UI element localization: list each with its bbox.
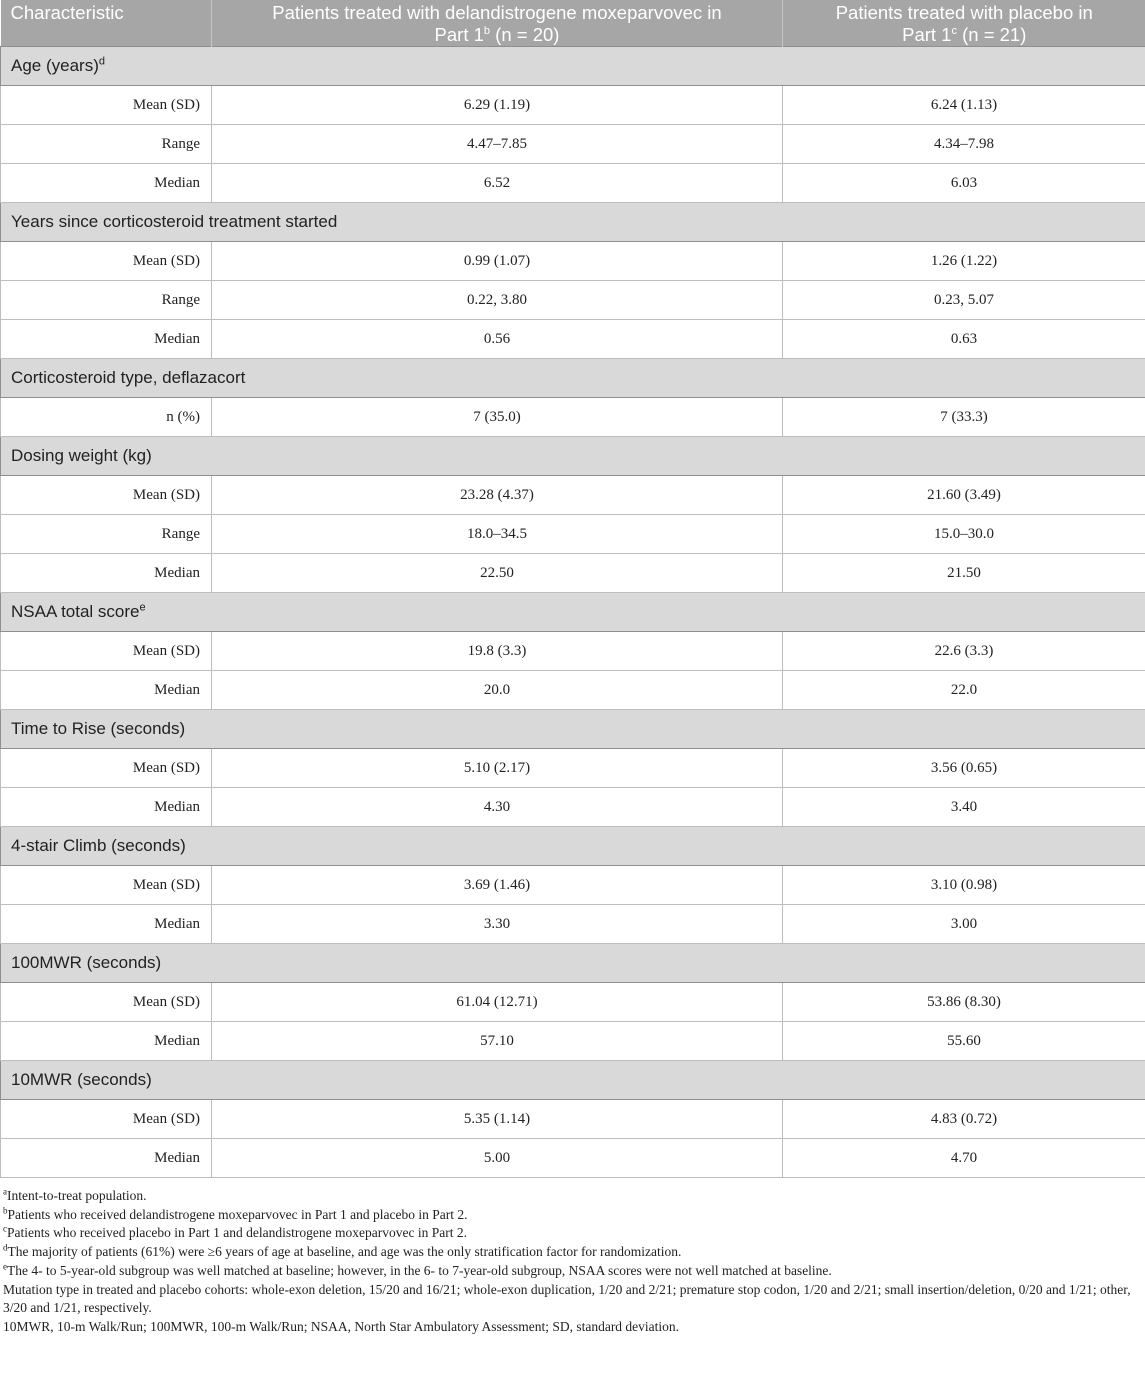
table-row [1, 242, 1145, 281]
placebo-value: 4.83 (0.72) [783, 1100, 1145, 1139]
row-label: Range [1, 515, 212, 554]
placebo-value: 22.6 (3.3) [783, 632, 1145, 671]
placebo-value: 3.40 [783, 788, 1145, 827]
section-title [1, 203, 1145, 242]
footnote-marker: c [3, 1223, 7, 1234]
footnote-text: Intent-to-treat population. [7, 1188, 147, 1203]
row-label: Mean (SD) [1, 749, 212, 788]
table-row [1, 671, 1145, 710]
table-row [1, 1139, 1145, 1178]
table-row [1, 1100, 1145, 1139]
placebo-value: 0.23, 5.07 [783, 281, 1145, 320]
header-characteristic [1, 0, 212, 47]
placebo-value: 6.03 [783, 164, 1145, 203]
section-title-text: 10MWR (seconds) [11, 1070, 152, 1089]
section-header-row [1, 359, 1145, 398]
placebo-value: 53.86 (8.30) [783, 983, 1145, 1022]
placebo-value: 6.24 (1.13) [783, 86, 1145, 125]
footnote [3, 1224, 1141, 1243]
header-placebo-n: (n = 21) [956, 24, 1027, 45]
table-row [1, 164, 1145, 203]
header-treated-sup: b [483, 24, 491, 37]
treated-value: 23.28 (4.37) [212, 476, 783, 515]
table-row [1, 749, 1145, 788]
row-label: Range [1, 125, 212, 164]
footnote [3, 1206, 1141, 1225]
header-placebo-line1: Patients treated with placebo in [835, 2, 1093, 23]
row-label: n (%) [1, 398, 212, 437]
placebo-value: 4.34–7.98 [783, 125, 1145, 164]
footnote [3, 1318, 1141, 1337]
section-title-text: 100MWR (seconds) [11, 953, 162, 972]
placebo-value: 7 (33.3) [783, 398, 1145, 437]
table-header-row [1, 0, 1145, 47]
footnote-marker: b [3, 1205, 8, 1216]
footnote [3, 1281, 1141, 1318]
table-row [1, 86, 1145, 125]
footnote [3, 1262, 1141, 1281]
table-row [1, 905, 1145, 944]
section-title-text: Time to Rise (seconds) [11, 719, 186, 738]
placebo-value: 15.0–30.0 [783, 515, 1145, 554]
row-label: Mean (SD) [1, 632, 212, 671]
section-header-row [1, 1061, 1145, 1100]
footnote-text: The 4- to 5-year-old subgroup was well matched at baseline; however, in the 6- to 7-year-old subgroup, NSAA scores were not well matched at baseline. [7, 1262, 832, 1278]
section-header-row [1, 593, 1145, 632]
footnote [3, 1243, 1141, 1262]
row-label: Mean (SD) [1, 86, 212, 125]
treated-value: 22.50 [212, 554, 783, 593]
placebo-value: 3.00 [783, 905, 1145, 944]
placebo-value: 22.0 [783, 671, 1145, 710]
table-row [1, 866, 1145, 905]
section-title-text: Years since corticosteroid treatment started [11, 212, 338, 231]
placebo-value: 0.63 [783, 320, 1145, 359]
treated-value: 4.30 [212, 788, 783, 827]
header-treated-part: Part 1 [434, 24, 484, 45]
treated-value: 19.8 (3.3) [212, 632, 783, 671]
section-title-text: NSAA total score [11, 602, 140, 621]
table-footnotes [0, 1178, 1141, 1337]
treated-value: 3.30 [212, 905, 783, 944]
section-title [1, 944, 1145, 983]
section-title [1, 710, 1145, 749]
treated-value: 0.99 (1.07) [212, 242, 783, 281]
section-title-sup: d [98, 55, 105, 68]
footnote-text: Patients who received delandistrogene moxeparvovec in Part 1 and placebo in Part 2. [7, 1206, 468, 1222]
treated-value: 7 (35.0) [212, 398, 783, 437]
treated-value: 18.0–34.5 [212, 515, 783, 554]
treated-value: 4.47–7.85 [212, 125, 783, 164]
row-label: Median [1, 788, 212, 827]
section-title-text: 4-stair Climb (seconds) [11, 836, 186, 855]
row-label: Range [1, 281, 212, 320]
footnote [3, 1187, 1141, 1206]
section-title [1, 1061, 1145, 1100]
footnote-marker: d [3, 1242, 8, 1253]
section-header-row [1, 710, 1145, 749]
section-header-row [1, 437, 1145, 476]
footnote-text: 10MWR, 10-m Walk/Run; 100MWR, 100-m Walk/Run; NSAA, North Star Ambulatory Assessment; SD, standard deviation. [3, 1318, 680, 1334]
row-label: Median [1, 1022, 212, 1061]
section-title [1, 47, 1145, 86]
section-header-row [1, 827, 1145, 866]
row-label: Median [1, 671, 212, 710]
header-placebo [783, 0, 1145, 47]
treated-value: 0.56 [212, 320, 783, 359]
section-title [1, 437, 1145, 476]
section-header-row [1, 944, 1145, 983]
section-title-text: Age (years) [11, 56, 99, 75]
treated-value: 61.04 (12.71) [212, 983, 783, 1022]
header-placebo-part: Part 1 [902, 24, 952, 45]
treated-value: 20.0 [212, 671, 783, 710]
footnote-text: The majority of patients (61%) were ≥6 years of age at baseline, and age was the only stratification factor for randomization. [7, 1244, 682, 1260]
section-title [1, 593, 1145, 632]
table-row [1, 476, 1145, 515]
table-row [1, 125, 1145, 164]
header-placebo-sup: c [951, 24, 957, 37]
placebo-value: 21.50 [783, 554, 1145, 593]
row-label: Mean (SD) [1, 983, 212, 1022]
footnote-text: Patients who received placebo in Part 1 and delandistrogene moxeparvovec in Part 2. [7, 1225, 467, 1241]
treated-value: 6.29 (1.19) [212, 86, 783, 125]
table-row [1, 1022, 1145, 1061]
header-treated-line1: Patients treated with delandistrogene moxeparvovec in [272, 2, 722, 23]
row-label: Median [1, 905, 212, 944]
treated-value: 57.10 [212, 1022, 783, 1061]
table-row [1, 983, 1145, 1022]
row-label: Median [1, 164, 212, 203]
treated-value: 5.10 (2.17) [212, 749, 783, 788]
table-row [1, 398, 1145, 437]
treated-value: 6.52 [212, 164, 783, 203]
table-row [1, 320, 1145, 359]
treated-value: 5.00 [212, 1139, 783, 1178]
row-label: Median [1, 1139, 212, 1178]
treated-value: 5.35 (1.14) [212, 1100, 783, 1139]
section-title-sup: e [139, 601, 146, 614]
row-label: Mean (SD) [1, 1100, 212, 1139]
footnote-marker: e [3, 1261, 7, 1272]
table-row [1, 515, 1145, 554]
placebo-value: 21.60 (3.49) [783, 476, 1145, 515]
header-treated-n: (n = 20) [490, 24, 560, 45]
row-label: Mean (SD) [1, 242, 212, 281]
section-title [1, 827, 1145, 866]
section-title [1, 359, 1145, 398]
footnote-marker: a [3, 1186, 7, 1197]
section-title-text: Corticosteroid type, deflazacort [11, 368, 246, 387]
placebo-value: 4.70 [783, 1139, 1145, 1178]
placebo-value: 55.60 [783, 1022, 1145, 1061]
table-row [1, 632, 1145, 671]
section-title-text: Dosing weight (kg) [11, 446, 152, 465]
treated-value: 0.22, 3.80 [212, 281, 783, 320]
section-header-row [1, 47, 1145, 86]
row-label: Median [1, 554, 212, 593]
section-header-row [1, 203, 1145, 242]
row-label: Mean (SD) [1, 476, 212, 515]
table-row [1, 788, 1145, 827]
table-body [1, 47, 1145, 1178]
placebo-value: 3.56 (0.65) [783, 749, 1145, 788]
table-row [1, 281, 1145, 320]
footnote-text: Mutation type in treated and placebo cohorts: whole-exon deletion, 15/20 and 16/21; whole-exon duplication, 1/20 and 2/21; premature stop codon, 1/20 and 2/21; small insertion/deletion, 0/20 and 1/21; other, 3/20 and 1/21, respectively. [3, 1281, 1131, 1316]
header-treated [212, 0, 783, 47]
row-label: Median [1, 320, 212, 359]
row-label: Mean (SD) [1, 866, 212, 905]
placebo-value: 1.26 (1.22) [783, 242, 1145, 281]
placebo-value: 3.10 (0.98) [783, 866, 1145, 905]
treated-value: 3.69 (1.46) [212, 866, 783, 905]
table-row [1, 554, 1145, 593]
header-characteristic-label: Characteristic [10, 2, 124, 23]
